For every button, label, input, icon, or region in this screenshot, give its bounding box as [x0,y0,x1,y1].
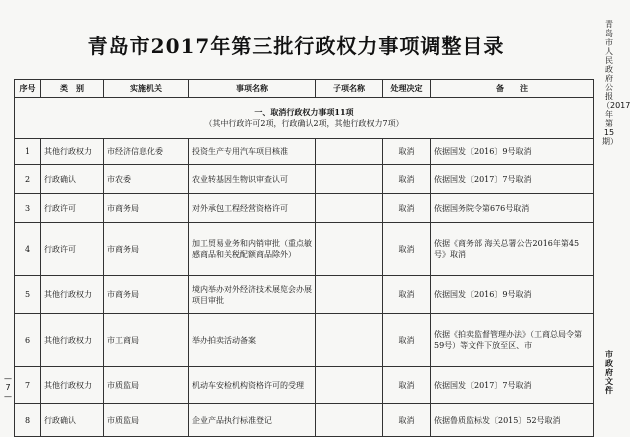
section-cell [15,98,594,139]
row-item: 企业产品执行标准登记 [189,404,316,437]
row-category: 其他行政权力 [41,276,104,314]
row-no: 8 [15,404,41,437]
page-title: 青岛市2017年第三批行政权力事项调整目录 [87,34,505,58]
row-decision: 取消 [383,139,431,165]
row-sub [316,314,383,367]
row-remark: 依据国发〔2016〕9号取消 [431,139,594,165]
row-decision: 取消 [383,367,431,404]
row-item: 机动车安检机构资格许可的受理 [189,367,316,404]
section-heading: 一、取消行政权力事项11项 [254,107,354,117]
row-agency: 市商务局 [104,194,189,223]
row-decision: 取消 [383,223,431,276]
header-no: 序号 [15,80,41,98]
row-remark: 依据《商务部 海关总署公告2016年第45号》取消 [431,223,594,276]
row-sub [316,139,383,165]
header-agency: 实施机关 [104,80,189,98]
row-decision: 取消 [383,276,431,314]
row-sub [316,276,383,314]
row-agency: 市工商局 [104,314,189,367]
table-row [15,367,594,404]
row-remark: 依据鲁质监标发〔2015〕52号取消 [431,404,594,437]
row-agency: 市经济信息化委 [104,139,189,165]
row-no: 4 [15,223,41,276]
row-remark: 依据国发〔2017〕7号取消 [431,367,594,404]
row-no: 7 [15,367,41,404]
table-row [15,139,594,165]
header-sub: 子项名称 [316,80,383,98]
row-item: 农业转基因生物识审查认可 [189,165,316,194]
row-category: 其他行政权力 [41,314,104,367]
table-row [15,314,594,367]
row-item: 投资生产专用汽车项目核准 [189,139,316,165]
row-category: 行政确认 [41,404,104,437]
row-no: 1 [15,139,41,165]
row-agency: 市商务局 [104,223,189,276]
header-row [15,80,594,98]
row-item: 对外承包工程经营资格许可 [189,194,316,223]
row-category: 行政确认 [41,165,104,194]
row-sub [316,367,383,404]
row-no: 6 [15,314,41,367]
row-no: 5 [15,276,41,314]
row-no: 3 [15,194,41,223]
row-remark: 依据国务院令第676号取消 [431,194,594,223]
header-item: 事项名称 [189,80,316,98]
header-category: 类 别 [41,80,104,98]
header-remark: 备 注 [431,80,594,98]
row-agency: 市质监局 [104,404,189,437]
row-agency: 市质监局 [104,367,189,404]
row-remark: 依据国发〔2016〕9号取消 [431,276,594,314]
section-row [15,98,594,139]
section-note: （其中行政许可2项，行政确认2项，其他行政权力7项） [204,119,404,128]
row-decision: 取消 [383,314,431,367]
row-category: 行政许可 [41,194,104,223]
row-sub [316,194,383,223]
row-item: 境内举办对外经济技术展览会办展项目审批 [189,276,316,314]
row-agency: 市商务局 [104,276,189,314]
row-category: 其他行政权力 [41,367,104,404]
row-remark: 依据国发〔2017〕7号取消 [431,165,594,194]
row-sub [316,404,383,437]
row-agency: 市农委 [104,165,189,194]
document-type-caption: 市政府文件 [605,350,613,395]
row-item: 举办拍卖活动备案 [189,314,316,367]
row-decision: 取消 [383,165,431,194]
adjustment-table [14,79,594,437]
row-sub [316,223,383,276]
table-row [15,165,594,194]
header-decision: 处理决定 [383,80,431,98]
row-decision: 取消 [383,404,431,437]
page-number: — 7 — [4,374,12,401]
row-item: 加工贸易业务和内销审批（重点敏感商品和关税配额商品除外） [189,223,316,276]
row-sub [316,165,383,194]
table-row [15,223,594,276]
table-row [15,404,594,437]
row-category: 其他行政权力 [41,139,104,165]
row-no: 2 [15,165,41,194]
gazette-side-caption: 青岛市人民政府公报（2017年第15期） [602,20,630,146]
row-decision: 取消 [383,194,431,223]
table-row [15,276,594,314]
row-remark: 依据《拍卖监督管理办法》（工商总局令第59号）等文件下放至区、市 [431,314,594,367]
table-row [15,194,594,223]
row-category: 行政许可 [41,223,104,276]
